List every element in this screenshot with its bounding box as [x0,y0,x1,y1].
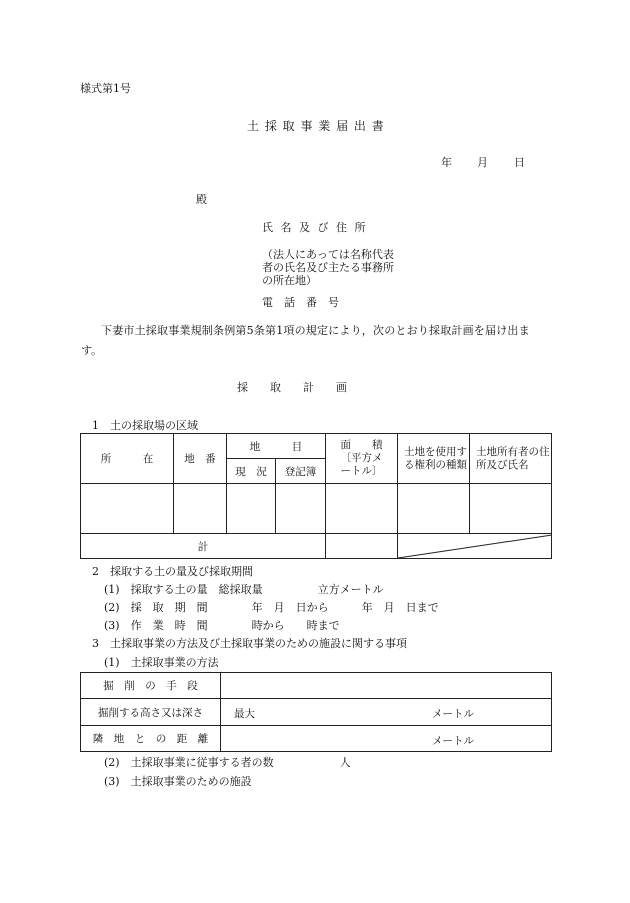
header-area-unit: 〔平方メ ートル〕 [340,452,393,477]
date-year: 年 [441,156,452,169]
applicant-name-address: 氏 名 及 び 住 所 [262,221,368,234]
depth-max-label: 最大 [234,708,255,720]
site-area-table [80,433,552,559]
row-excavation-means-label: 掘 削 の 手 段 [81,673,221,699]
date-day: 日 [514,156,525,169]
plan-heading: 採 取 計 画 [237,381,347,394]
input-boundary-distance[interactable] [221,726,552,752]
section1-heading: 1 土の採取場の区域 [92,419,198,432]
intro-text-line-2: す。 [81,344,103,357]
section2-heading: 2 採取する土の量及び採取期間 [92,565,253,578]
section3-sub3: (3) 土採取事業のための施設 [104,775,252,788]
section3-heading: 3 土採取事業の方法及び土採取事業のための施設に関する事項 [92,637,407,650]
input-area[interactable] [326,484,398,534]
input-excavation-depth[interactable] [221,699,552,726]
corporate-note: （法人にあっては名称代表者の氏名及び主たる事務所の所在地） [262,248,394,287]
header-lot-number: 地 番 [174,434,227,484]
header-land-category: 地 目 [227,434,326,459]
total-label: 計 [81,534,326,559]
input-total-area[interactable] [326,534,398,559]
excavation-method-table [80,672,552,752]
section2-item-1: (1) 採取する土の量 総採取量 立方メートル [104,583,384,596]
diagonal-strike-line [398,534,552,559]
section2-item-3: (3) 作 業 時 間 時から 時まで [104,619,340,632]
distance-unit: メートル [432,735,474,747]
applicant-phone: 電 話 番 号 [262,296,339,309]
input-lot-number[interactable] [174,484,227,534]
total-void-cell [398,534,552,559]
section2-item-2: (2) 採 取 期 間 年 月 日から 年 月 日まで [104,601,439,614]
input-current-status[interactable] [227,484,276,534]
section3-sub1: (1) 土採取事業の方法 [104,656,219,669]
input-excavation-means[interactable] [221,673,552,699]
row-excavation-depth-label: 掘削する高さ又は深さ [81,699,221,726]
section3-sub2: (2) 土採取事業に従事する者の数 人 [104,756,351,769]
header-rights: 土地を使用する権利の種類 [398,434,470,484]
header-location: 所 在 [81,434,174,484]
header-registry: 登記簿 [276,459,326,484]
input-location[interactable] [81,484,174,534]
header-owner: 土地所有者の住所及び氏名 [470,434,552,484]
date-month: 月 [477,156,488,169]
form-number: 様式第1号 [80,82,131,95]
document-title: 土 採 取 事 業 届 出 書 [247,119,385,133]
row-boundary-distance-label: 隣 地 と の 距 離 [81,726,221,752]
input-rights[interactable] [398,484,470,534]
intro-text-line-1: 下妻市土採取事業規制条例第5条第1項の規定により，次のとおり採取計画を届け出ま [101,324,530,337]
depth-unit: メートル [432,708,474,720]
input-owner[interactable] [470,484,552,534]
input-registry[interactable] [276,484,326,534]
header-current-status: 現 況 [227,459,276,484]
addressee-suffix: 殿 [196,193,207,206]
header-area-label: 面 積 [340,439,383,451]
header-area [326,434,398,484]
